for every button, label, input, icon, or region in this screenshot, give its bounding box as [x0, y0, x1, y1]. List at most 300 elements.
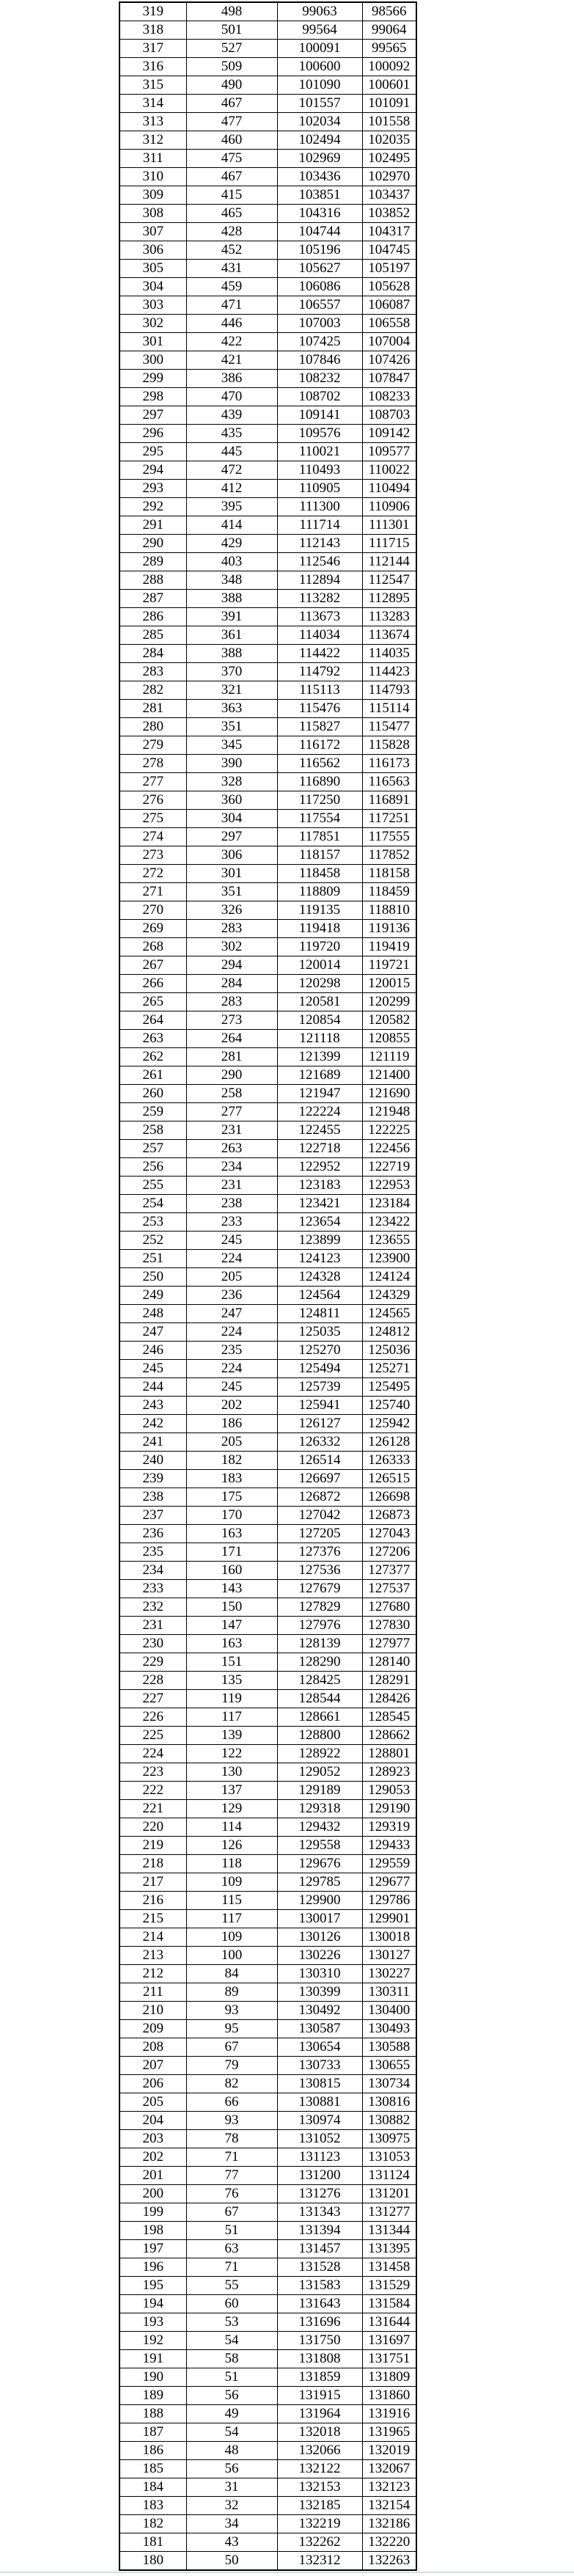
- table-cell-col1: 198: [119, 2222, 186, 2240]
- table-row: [119, 993, 416, 1011]
- table-row: [119, 1580, 416, 1598]
- table-cell-col1: 305: [119, 260, 186, 278]
- table-cell-col1: 232: [119, 1598, 186, 1617]
- table-row: [119, 590, 416, 608]
- table-cell-col2: 53: [186, 2313, 277, 2332]
- table-cell-col2: 435: [186, 425, 277, 443]
- table-row: [119, 2185, 416, 2203]
- table-cell-col3: 127976: [277, 1617, 362, 1635]
- table-cell-col3: 131964: [277, 2405, 362, 2423]
- table-cell-col4: 121119: [362, 1048, 416, 1066]
- table-cell-col2: 470: [186, 388, 277, 406]
- table-cell-col3: 104744: [277, 223, 362, 241]
- table-cell-col3: 121118: [277, 1030, 362, 1048]
- table-row: [119, 608, 416, 626]
- table-cell-col3: 131808: [277, 2350, 362, 2368]
- table-cell-col2: 231: [186, 1121, 277, 1140]
- table-cell-col1: 263: [119, 1030, 186, 1048]
- table-cell-col1: 241: [119, 1433, 186, 1452]
- table-row: [119, 865, 416, 883]
- table-cell-col4: 107426: [362, 351, 416, 370]
- table-row: [119, 1470, 416, 1488]
- table-cell-col2: 501: [186, 21, 277, 40]
- table-row: [119, 1727, 416, 1745]
- table-cell-col4: 126515: [362, 1470, 416, 1488]
- table-row: [119, 883, 416, 901]
- table-cell-col4: 114793: [362, 681, 416, 700]
- table-cell-col2: 109: [186, 1928, 277, 1947]
- table-cell-col4: 130400: [362, 2002, 416, 2020]
- table-cell-col2: 370: [186, 663, 277, 681]
- table-cell-col3: 131457: [277, 2240, 362, 2258]
- table-cell-col3: 119135: [277, 901, 362, 920]
- table-cell-col4: 129786: [362, 1892, 416, 1910]
- table-cell-col3: 131052: [277, 2130, 362, 2148]
- table-cell-col3: 130399: [277, 1983, 362, 2002]
- table-cell-col2: 477: [186, 113, 277, 131]
- table-row: [119, 2533, 416, 2552]
- table-cell-col2: 284: [186, 975, 277, 993]
- table-row: [119, 1415, 416, 1433]
- table-cell-col4: 132220: [362, 2533, 416, 2552]
- table-cell-col4: 130127: [362, 1947, 416, 1965]
- table-cell-col3: 107846: [277, 351, 362, 370]
- table-cell-col4: 114423: [362, 663, 416, 681]
- table-cell-col1: 297: [119, 406, 186, 425]
- table-cell-col1: 223: [119, 1763, 186, 1782]
- table-cell-col3: 125035: [277, 1323, 362, 1342]
- table-cell-col3: 103851: [277, 186, 362, 205]
- table-cell-col1: 196: [119, 2258, 186, 2277]
- table-cell-col3: 116890: [277, 773, 362, 791]
- table-cell-col4: 116891: [362, 791, 416, 810]
- table-cell-col4: 132123: [362, 2478, 416, 2497]
- table-cell-col2: 233: [186, 1213, 277, 1232]
- table-row: [119, 205, 416, 223]
- table-row: [119, 1708, 416, 1727]
- table-row: [119, 1195, 416, 1213]
- table-cell-col2: 58: [186, 2350, 277, 2368]
- table-cell-col3: 124811: [277, 1305, 362, 1323]
- table-row: [119, 2313, 416, 2332]
- table-cell-col3: 123654: [277, 1213, 362, 1232]
- table-cell-col3: 118809: [277, 883, 362, 901]
- table-cell-col2: 236: [186, 1287, 277, 1305]
- table-cell-col2: 428: [186, 223, 277, 241]
- table-cell-col2: 117: [186, 1708, 277, 1727]
- table-cell-col2: 130: [186, 1763, 277, 1782]
- table-row: [119, 76, 416, 95]
- table-row: [119, 1103, 416, 1121]
- table-cell-col4: 131344: [362, 2222, 416, 2240]
- table-cell-col1: 308: [119, 205, 186, 223]
- table-cell-col3: 111714: [277, 516, 362, 535]
- table-cell-col4: 105197: [362, 260, 416, 278]
- table-cell-col1: 219: [119, 1837, 186, 1855]
- table-cell-col2: 56: [186, 2387, 277, 2405]
- table-cell-col2: 135: [186, 1672, 277, 1690]
- table-cell-col3: 126872: [277, 1488, 362, 1507]
- table-cell-col3: 122952: [277, 1158, 362, 1177]
- table-cell-col2: 89: [186, 1983, 277, 2002]
- table-cell-col1: 288: [119, 571, 186, 590]
- table-cell-col3: 130226: [277, 1947, 362, 1965]
- table-cell-col4: 100601: [362, 76, 416, 95]
- table-row: [119, 516, 416, 535]
- table-cell-col3: 122718: [277, 1140, 362, 1158]
- table-cell-col3: 117851: [277, 828, 362, 846]
- table-cell-col4: 103852: [362, 205, 416, 223]
- table-row: [119, 2423, 416, 2442]
- table-cell-col4: 131697: [362, 2332, 416, 2350]
- table-cell-col2: 66: [186, 2093, 277, 2112]
- table-cell-col4: 120582: [362, 1011, 416, 1030]
- table-cell-col4: 122456: [362, 1140, 416, 1158]
- table-cell-col1: 214: [119, 1928, 186, 1947]
- table-cell-col4: 123184: [362, 1195, 416, 1213]
- table-row: [119, 461, 416, 480]
- table-cell-col1: 262: [119, 1048, 186, 1066]
- table-cell-col2: 71: [186, 2258, 277, 2277]
- table-cell-col1: 230: [119, 1635, 186, 1653]
- table-cell-col1: 245: [119, 1360, 186, 1378]
- table-cell-col1: 234: [119, 1562, 186, 1580]
- table-cell-col3: 131200: [277, 2167, 362, 2185]
- table-cell-col4: 126873: [362, 1507, 416, 1525]
- table-cell-col2: 119: [186, 1690, 277, 1708]
- table-cell-col2: 67: [186, 2038, 277, 2057]
- table-cell-col2: 290: [186, 1066, 277, 1085]
- table-cell-col4: 112895: [362, 590, 416, 608]
- table-cell-col3: 129052: [277, 1763, 362, 1782]
- table-cell-col1: 268: [119, 938, 186, 956]
- table-cell-col3: 131528: [277, 2258, 362, 2277]
- table-cell-col3: 110021: [277, 443, 362, 461]
- table-cell-col1: 182: [119, 2515, 186, 2533]
- table-cell-col4: 111715: [362, 535, 416, 553]
- table-cell-col3: 129189: [277, 1782, 362, 1800]
- table-cell-col2: 245: [186, 1232, 277, 1250]
- table-cell-col1: 200: [119, 2185, 186, 2203]
- table-cell-col2: 421: [186, 351, 277, 370]
- table-cell-col3: 110905: [277, 480, 362, 498]
- table-cell-col4: 129901: [362, 1910, 416, 1928]
- table-cell-col2: 490: [186, 76, 277, 95]
- table-cell-col2: 76: [186, 2185, 277, 2203]
- table-cell-col2: 170: [186, 1507, 277, 1525]
- table-cell-col4: 123900: [362, 1250, 416, 1268]
- table-cell-col1: 184: [119, 2478, 186, 2497]
- table-cell-col2: 163: [186, 1525, 277, 1543]
- table-cell-col2: 109: [186, 1873, 277, 1892]
- table-cell-col2: 205: [186, 1268, 277, 1287]
- table-cell-col3: 120581: [277, 993, 362, 1011]
- table-cell-col1: 312: [119, 131, 186, 150]
- table-cell-col4: 102970: [362, 168, 416, 186]
- table-cell-col4: 127977: [362, 1635, 416, 1653]
- table-cell-col1: 309: [119, 186, 186, 205]
- table-cell-col4: 106558: [362, 315, 416, 333]
- table-cell-col2: 202: [186, 1397, 277, 1415]
- table-cell-col2: 414: [186, 516, 277, 535]
- table-cell-col1: 265: [119, 993, 186, 1011]
- table-cell-col4: 103437: [362, 186, 416, 205]
- table-cell-col2: 93: [186, 2002, 277, 2020]
- table-cell-col1: 218: [119, 1855, 186, 1873]
- table-row: [119, 2057, 416, 2075]
- table-cell-col1: 224: [119, 1745, 186, 1763]
- table-cell-col3: 107003: [277, 315, 362, 333]
- table-cell-col4: 116563: [362, 773, 416, 791]
- table-cell-col2: 100: [186, 1947, 277, 1965]
- bottom-divider-line: [0, 2572, 574, 2573]
- table-cell-col3: 113282: [277, 590, 362, 608]
- table-cell-col1: 244: [119, 1378, 186, 1397]
- table-row: [119, 1378, 416, 1397]
- table-cell-col4: 119721: [362, 956, 416, 975]
- table-cell-col2: 93: [186, 2112, 277, 2130]
- table-row: [119, 1965, 416, 1983]
- table-cell-col1: 285: [119, 626, 186, 645]
- table-cell-col2: 115: [186, 1892, 277, 1910]
- table-cell-col1: 271: [119, 883, 186, 901]
- table-row: [119, 2405, 416, 2423]
- table-cell-col2: 273: [186, 1011, 277, 1030]
- table-row: [119, 1140, 416, 1158]
- table-row: [119, 1800, 416, 1818]
- table-cell-col1: 216: [119, 1892, 186, 1910]
- table-row: [119, 1323, 416, 1342]
- table-row: [119, 1268, 416, 1287]
- table-cell-col4: 105628: [362, 278, 416, 296]
- table-cell-col2: 328: [186, 773, 277, 791]
- table-cell-col2: 301: [186, 865, 277, 883]
- table-cell-col2: 49: [186, 2405, 277, 2423]
- table-cell-col3: 132066: [277, 2442, 362, 2460]
- table-cell-col3: 113673: [277, 608, 362, 626]
- table-row: [119, 2460, 416, 2478]
- table-cell-col2: 186: [186, 1415, 277, 1433]
- table-row: [119, 480, 416, 498]
- table-cell-col3: 131123: [277, 2148, 362, 2167]
- table-cell-col3: 128922: [277, 1745, 362, 1763]
- table-cell-col1: 295: [119, 443, 186, 461]
- table-cell-col2: 391: [186, 608, 277, 626]
- table-row: [119, 1158, 416, 1177]
- table-cell-col3: 132262: [277, 2533, 362, 2552]
- table-cell-col1: 231: [119, 1617, 186, 1635]
- table-cell-col2: 234: [186, 1158, 277, 1177]
- table-cell-col4: 130018: [362, 1928, 416, 1947]
- table-cell-col4: 102035: [362, 131, 416, 150]
- table-cell-col4: 114035: [362, 645, 416, 663]
- score-distribution-table: [119, 1, 417, 2571]
- table-cell-col3: 132312: [277, 2552, 362, 2571]
- table-cell-col2: 122: [186, 1745, 277, 1763]
- table-row: [119, 1617, 416, 1635]
- table-cell-col4: 120299: [362, 993, 416, 1011]
- table-cell-col4: 111301: [362, 516, 416, 535]
- table-cell-col4: 125740: [362, 1397, 416, 1415]
- table-cell-col4: 121948: [362, 1103, 416, 1121]
- table-cell-col3: 132185: [277, 2497, 362, 2515]
- table-cell-col2: 361: [186, 626, 277, 645]
- table-cell-col1: 236: [119, 1525, 186, 1543]
- table-row: [119, 370, 416, 388]
- table-cell-col2: 51: [186, 2368, 277, 2387]
- table-cell-col4: 131458: [362, 2258, 416, 2277]
- table-cell-col2: 51: [186, 2222, 277, 2240]
- table-row: [119, 260, 416, 278]
- table-cell-col4: 112144: [362, 553, 416, 571]
- table-cell-col3: 125739: [277, 1378, 362, 1397]
- table-row: [119, 1507, 416, 1525]
- table-cell-col4: 129190: [362, 1800, 416, 1818]
- table-cell-col2: 446: [186, 315, 277, 333]
- table-cell-col3: 102034: [277, 113, 362, 131]
- table-row: [119, 406, 416, 425]
- table-cell-col3: 112143: [277, 535, 362, 553]
- table-cell-col2: 60: [186, 2295, 277, 2313]
- table-cell-col3: 106557: [277, 296, 362, 315]
- table-cell-col3: 117554: [277, 810, 362, 828]
- table-cell-col1: 188: [119, 2405, 186, 2423]
- table-cell-col2: 48: [186, 2442, 277, 2460]
- table-row: [119, 1030, 416, 1048]
- table-cell-col2: 345: [186, 736, 277, 755]
- table-cell-col3: 112894: [277, 571, 362, 590]
- table-cell-col3: 117250: [277, 791, 362, 810]
- table-cell-col2: 224: [186, 1250, 277, 1268]
- table-row: [119, 351, 416, 370]
- table-cell-col1: 240: [119, 1452, 186, 1470]
- table-cell-col3: 101557: [277, 95, 362, 113]
- table-cell-col2: 348: [186, 571, 277, 590]
- table-row: [119, 1672, 416, 1690]
- table-cell-col1: 276: [119, 791, 186, 810]
- table-row: [119, 2222, 416, 2240]
- table-cell-col3: 128661: [277, 1708, 362, 1727]
- table-cell-col1: 206: [119, 2075, 186, 2093]
- table-row: [119, 571, 416, 590]
- table-cell-col1: 243: [119, 1397, 186, 1415]
- table-cell-col1: 250: [119, 1268, 186, 1287]
- table-cell-col3: 131750: [277, 2332, 362, 2350]
- table-cell-col4: 127377: [362, 1562, 416, 1580]
- table-row: [119, 2112, 416, 2130]
- table-row: [119, 315, 416, 333]
- table-row: [119, 901, 416, 920]
- table-row: [119, 2497, 416, 2515]
- table-cell-col1: 204: [119, 2112, 186, 2130]
- table-cell-col4: 117251: [362, 810, 416, 828]
- table-cell-col2: 205: [186, 1433, 277, 1452]
- table-row: [119, 2002, 416, 2020]
- table-cell-col1: 275: [119, 810, 186, 828]
- table-cell-col4: 99565: [362, 40, 416, 58]
- table-cell-col2: 183: [186, 1470, 277, 1488]
- table-cell-col4: 130227: [362, 1965, 416, 1983]
- table-cell-col4: 118459: [362, 883, 416, 901]
- table-cell-col3: 100600: [277, 58, 362, 76]
- table-row: [119, 1433, 416, 1452]
- table-cell-col2: 32: [186, 2497, 277, 2515]
- table-cell-col2: 422: [186, 333, 277, 351]
- table-row: [119, 1653, 416, 1672]
- table-cell-col1: 210: [119, 2002, 186, 2020]
- table-cell-col3: 127042: [277, 1507, 362, 1525]
- table-cell-col2: 114: [186, 1818, 277, 1837]
- table-cell-col2: 43: [186, 2533, 277, 2552]
- table-cell-col4: 125271: [362, 1360, 416, 1378]
- table-cell-col4: 128140: [362, 1653, 416, 1672]
- table-cell-col4: 120015: [362, 975, 416, 993]
- table-cell-col2: 439: [186, 406, 277, 425]
- table-row: [119, 956, 416, 975]
- table-cell-col2: 281: [186, 1048, 277, 1066]
- table-cell-col1: 199: [119, 2203, 186, 2222]
- table-cell-col1: 267: [119, 956, 186, 975]
- table-cell-col3: 131583: [277, 2277, 362, 2295]
- table-row: [119, 1562, 416, 1580]
- table-cell-col2: 129: [186, 1800, 277, 1818]
- table-cell-col1: 272: [119, 865, 186, 883]
- table-row: [119, 2, 416, 21]
- table-cell-col2: 163: [186, 1635, 277, 1653]
- table-cell-col3: 108702: [277, 388, 362, 406]
- table-cell-col1: 298: [119, 388, 186, 406]
- table-cell-col2: 304: [186, 810, 277, 828]
- table-row: [119, 1983, 416, 2002]
- table-cell-col3: 100091: [277, 40, 362, 58]
- table-cell-col3: 129432: [277, 1818, 362, 1837]
- table-cell-col4: 115114: [362, 700, 416, 718]
- table-cell-col4: 120855: [362, 1030, 416, 1048]
- table-cell-col1: 257: [119, 1140, 186, 1158]
- table-cell-col1: 235: [119, 1543, 186, 1562]
- table-cell-col3: 129785: [277, 1873, 362, 1892]
- table-row: [119, 2020, 416, 2038]
- table-cell-col3: 120014: [277, 956, 362, 975]
- table-cell-col2: 264: [186, 1030, 277, 1048]
- table-row: [119, 2387, 416, 2405]
- table-row: [119, 186, 416, 205]
- table-row: [119, 1635, 416, 1653]
- table-cell-col2: 54: [186, 2423, 277, 2442]
- table-cell-col1: 248: [119, 1305, 186, 1323]
- table-cell-col3: 129900: [277, 1892, 362, 1910]
- table-row: [119, 2075, 416, 2093]
- table-cell-col3: 130310: [277, 1965, 362, 1983]
- table-cell-col2: 150: [186, 1598, 277, 1617]
- table-cell-col1: 270: [119, 901, 186, 920]
- table-cell-col1: 227: [119, 1690, 186, 1708]
- table-cell-col3: 129558: [277, 1837, 362, 1855]
- table-row: [119, 1232, 416, 1250]
- table-cell-col1: 213: [119, 1947, 186, 1965]
- table-cell-col4: 128426: [362, 1690, 416, 1708]
- table-row: [119, 1525, 416, 1543]
- table-cell-col2: 527: [186, 40, 277, 58]
- table-cell-col4: 124565: [362, 1305, 416, 1323]
- table-cell-col4: 108233: [362, 388, 416, 406]
- table-row: [119, 241, 416, 260]
- table-row: [119, 168, 416, 186]
- table-cell-col1: 277: [119, 773, 186, 791]
- table-cell-col4: 117852: [362, 846, 416, 865]
- table-cell-col1: 203: [119, 2130, 186, 2148]
- table-cell-col3: 123899: [277, 1232, 362, 1250]
